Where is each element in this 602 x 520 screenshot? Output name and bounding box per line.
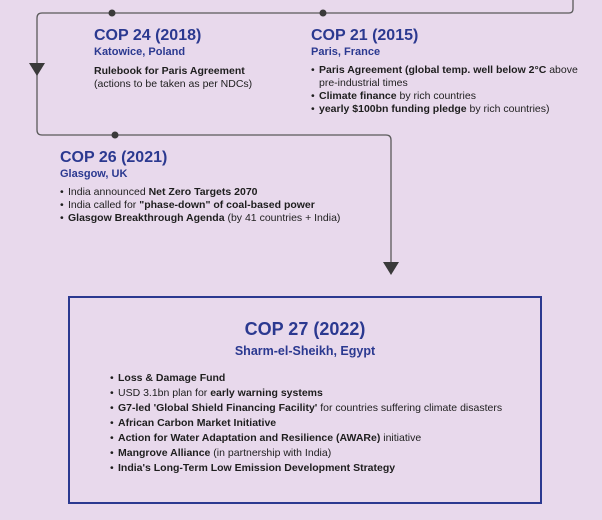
point-highlight: India's Long-Term Low Emission Development Strategy	[118, 462, 396, 474]
point-highlight: G7-led 'Global Shield Financing Facility'	[118, 402, 318, 414]
point-highlight: Mangrove Alliance	[118, 447, 211, 459]
point-highlight: Net Zero Targets 2070	[148, 186, 258, 198]
cop26-block	[60, 148, 380, 225]
point-highlight: yearly $100bn funding pledge	[319, 103, 467, 115]
point-highlight: Loss & Damage Fund	[118, 372, 226, 384]
point-text: above pre-industrial times	[319, 64, 578, 89]
cop27-points	[110, 371, 510, 476]
cop27-box	[68, 296, 542, 504]
cop26-title: COP 26 (2021)	[60, 149, 168, 166]
cop26-location: Glasgow, UK	[60, 168, 128, 180]
timeline-node	[109, 10, 116, 17]
list-item	[110, 431, 510, 446]
point-highlight: Action for Water Adaptation and Resilience (AWARe)	[118, 432, 381, 444]
timeline-node	[112, 132, 119, 139]
point-highlight: Paris Agreement (global temp. well below 2°C	[319, 64, 547, 76]
cop24-description	[94, 65, 264, 91]
point-text: India called for	[68, 199, 140, 211]
cop21-points	[311, 64, 591, 116]
point-highlight: African Carbon Market Initiative	[118, 417, 277, 429]
point-highlight: Climate finance	[319, 90, 397, 102]
list-item	[110, 401, 510, 416]
list-item	[60, 212, 380, 225]
point-text: USD 3.1bn plan for	[118, 387, 211, 399]
list-item	[311, 64, 591, 90]
point-text: by rich countries)	[466, 103, 550, 115]
list-item	[110, 446, 510, 461]
cop21-title: COP 21 (2015)	[311, 27, 419, 44]
point-text: initiative	[380, 432, 422, 444]
list-item	[110, 461, 510, 476]
arrow-down-icon	[383, 262, 399, 275]
cop24-description-highlight: Rulebook for Paris Agreement	[94, 65, 245, 77]
cop21-location: Paris, France	[311, 46, 381, 58]
point-text: (in partnership with India)	[210, 447, 332, 459]
point-text: (by 41 countries + India)	[224, 212, 341, 224]
list-item	[110, 416, 510, 431]
cop26-points	[60, 186, 380, 225]
list-item	[60, 186, 380, 199]
cop24-description-note: (actions to be taken as per NDCs)	[94, 78, 253, 90]
timeline-node	[320, 10, 327, 17]
cop27-location: Sharm-el-Sheikh, Egypt	[234, 344, 376, 358]
arrow-down-icon	[29, 63, 45, 76]
point-highlight: Glasgow Breakthrough Agenda	[68, 212, 225, 224]
cop27-title: COP 27 (2022)	[244, 319, 366, 339]
list-item	[311, 103, 591, 116]
list-item	[110, 371, 510, 386]
list-item	[311, 90, 591, 103]
list-item	[60, 199, 380, 212]
point-text: for countries suffering climate disasters	[317, 402, 503, 414]
cop24-location: Katowice, Poland	[94, 46, 186, 58]
cop24-block	[94, 26, 264, 91]
point-highlight: early warning systems	[210, 387, 323, 399]
point-highlight: "phase-down" of coal-based power	[139, 199, 315, 211]
cop24-title: COP 24 (2018)	[94, 27, 202, 44]
point-text: India announced	[68, 186, 149, 198]
list-item	[110, 386, 510, 401]
point-text: by rich countries	[396, 90, 476, 102]
cop21-block	[311, 26, 591, 116]
